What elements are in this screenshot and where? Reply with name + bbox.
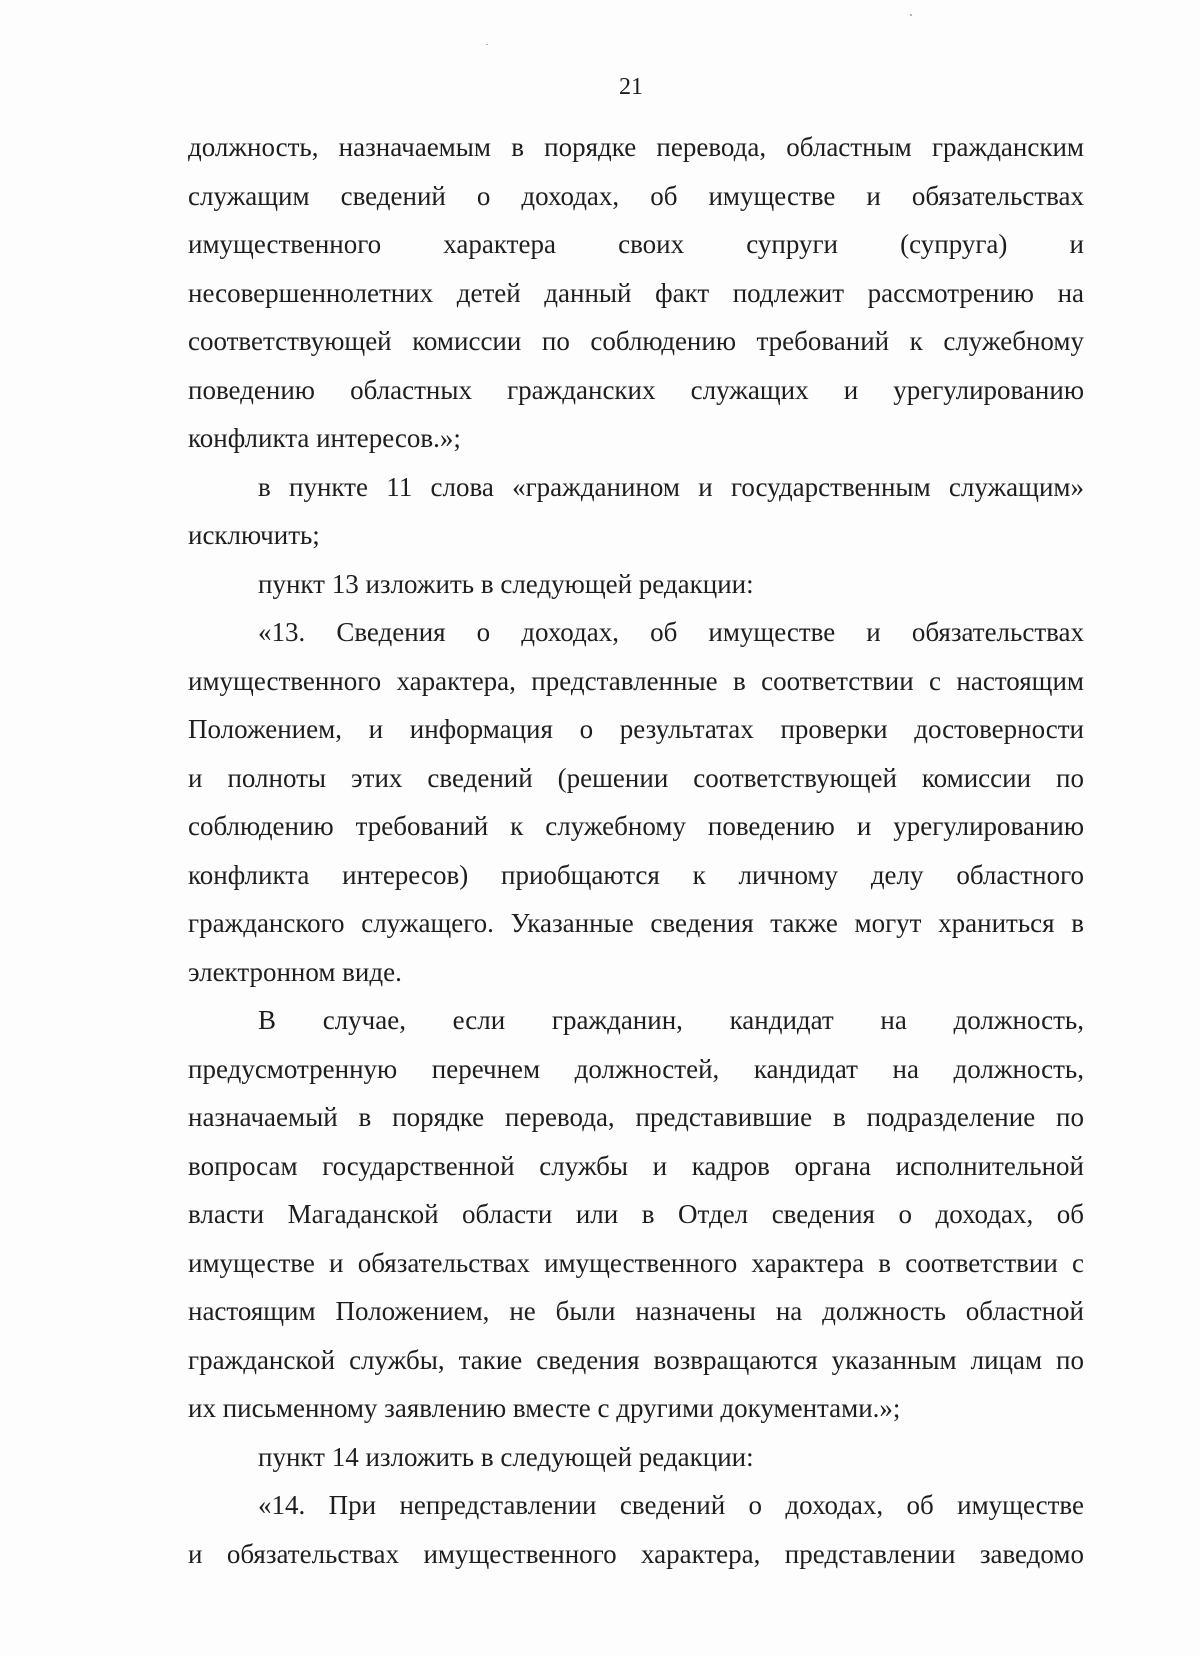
text-line: имущественного характера, представленные в соответствии с настоящим: [188, 665, 1084, 696]
text-line: имущественного характера своих супруги (супруга) и: [188, 229, 1084, 259]
paragraph: [188, 463, 1084, 560]
paragraph: [188, 996, 1084, 1433]
scan-speck: [910, 14, 912, 16]
text-line: «13. Сведения о доходах, об имуществе и обязательствах: [258, 617, 1084, 647]
paragraph: [188, 123, 1084, 463]
text-line: пункт 14 изложить в следующей редакции:: [258, 1441, 754, 1472]
scan-speck: [486, 44, 488, 45]
text-line: власти Магаданской области или в Отдел сведения о доходах, об: [188, 1199, 1084, 1229]
text-line: должность, назначаемым в порядке перевода, областным гражданским: [188, 132, 1084, 162]
text-line: в пункте 11 слова «гражданином и государственным служащим»: [258, 471, 1084, 502]
text-line: исключить;: [188, 520, 320, 550]
text-line: пункт 13 изложить в следующей редакции:: [258, 568, 754, 599]
text-line: и полноты этих сведений (решении соответствующей комиссии по: [188, 762, 1084, 793]
page-number: 21: [619, 74, 643, 100]
text-line: поведению областных гражданских служащих и урегулированию: [188, 374, 1084, 405]
paragraph: [188, 560, 1084, 609]
text-line: настоящим Положением, не были назначены на должность областной: [188, 1296, 1084, 1326]
paragraph: [188, 608, 1084, 996]
text-line: их письменному заявлению вместе с другими документами.»;: [188, 1393, 901, 1423]
text-line: несовершеннолетних детей данный факт подлежит рассмотрению на: [188, 277, 1084, 308]
text-line: служащим сведений о доходах, об имуществе и обязательствах: [188, 180, 1084, 211]
paragraph: [188, 1481, 1084, 1578]
text-line: гражданской службы, такие сведения возвращаются указанным лицам по: [188, 1344, 1084, 1375]
text-line: «14. При непредставлении сведений о доходах, об имуществе: [258, 1490, 1084, 1520]
text-line: назначаемый в порядке перевода, представившие в подразделение по: [188, 1102, 1084, 1132]
text-line: В случае, если гражданин, кандидат на должность,: [258, 1005, 1084, 1035]
text-line: предусмотренную перечнем должностей, кандидат на должность,: [188, 1053, 1084, 1084]
text-line: Положением, и информация о результатах проверки достоверности: [188, 714, 1084, 744]
text-line: конфликта интересов.»;: [188, 423, 461, 453]
text-line: соблюдению требований к служебному поведению и урегулированию: [188, 811, 1084, 841]
text-line: гражданского служащего. Указанные сведения также могут храниться в: [188, 908, 1084, 938]
text-line: вопросам государственной службы и кадров органа исполнительной: [188, 1150, 1084, 1181]
text-line: конфликта интересов) приобщаются к личному делу областного: [188, 859, 1084, 890]
document-body: [188, 123, 1084, 1578]
text-line: электронном виде.: [188, 956, 402, 987]
paragraph: [188, 1433, 1084, 1482]
text-line: соответствующей комиссии по соблюдению требований к служебному: [188, 326, 1084, 356]
text-line: и обязательствах имущественного характера, представлении заведомо: [188, 1538, 1084, 1569]
text-line: имуществе и обязательствах имущественного характера в соответствии с: [188, 1247, 1084, 1278]
